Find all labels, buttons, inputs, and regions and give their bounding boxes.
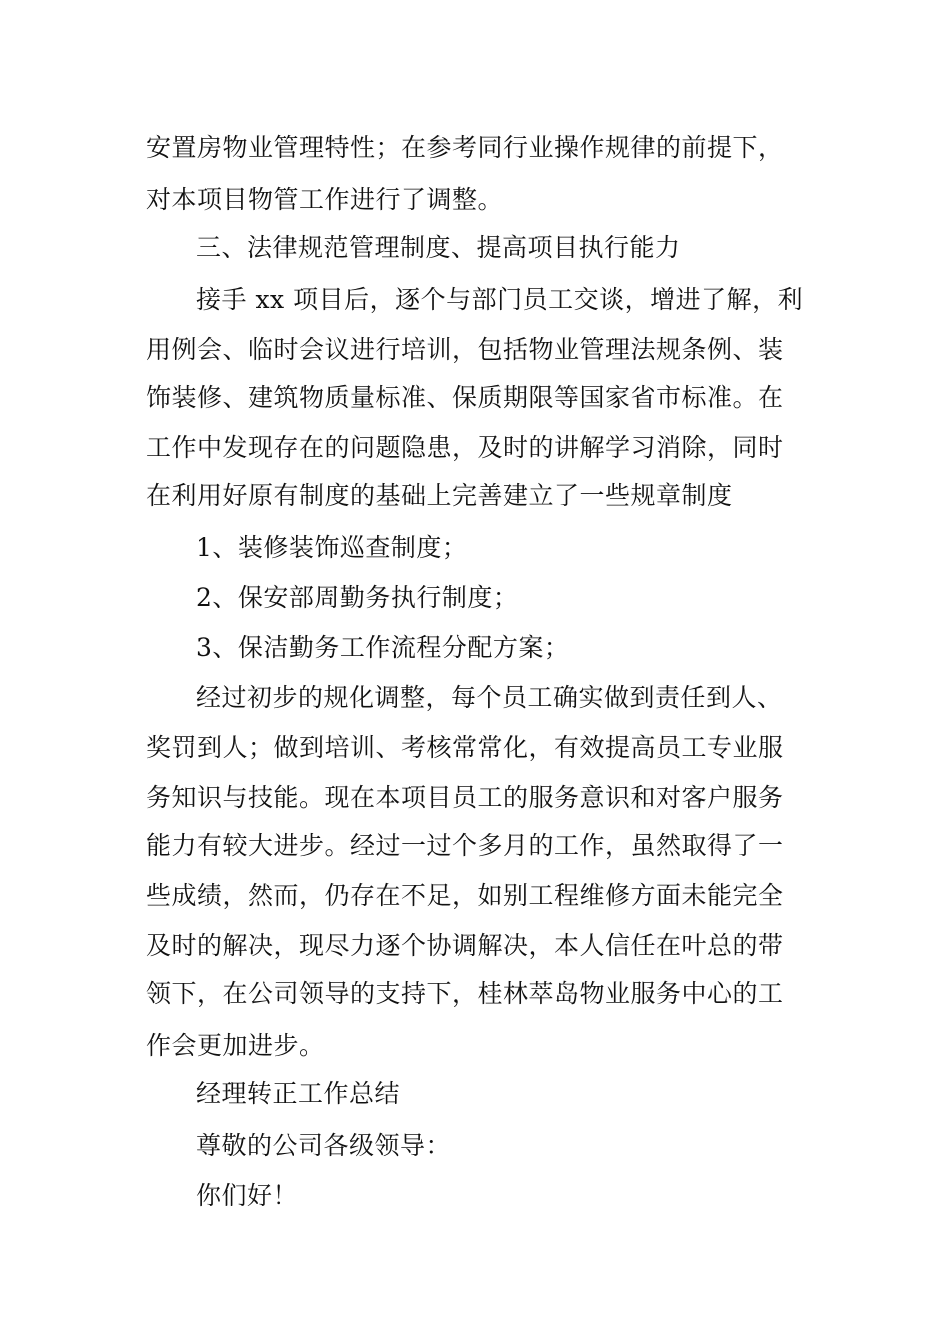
list-item: 1、装修装饰巡查制度； [196, 533, 468, 562]
paragraph-line: 作会更加进步。 [146, 1031, 325, 1060]
section-heading: 三、法律规范管理制度、提高项目执行能力 [196, 233, 681, 262]
paragraph-line: 接手 xx 项目后，逐个与部门员工交谈，增进了解，利 [196, 285, 804, 314]
paragraph-line: 安置房物业管理特性；在参考同行业操作规律的前提下， [146, 133, 784, 162]
list-item: 3、保洁勤务工作流程分配方案； [196, 633, 570, 662]
paragraph-line: 些成绩，然而，仍存在不足，如别工程维修方面未能完全 [146, 881, 784, 910]
paragraph-line: 经过初步的规化调整，每个员工确实做到责任到人、 [196, 683, 783, 712]
paragraph-line: 工作中发现存在的问题隐患，及时的讲解学习消除，同时 [146, 433, 784, 462]
paragraph-line: 饰装修、建筑物质量标准、保质期限等国家省市标准。在 [146, 383, 784, 412]
paragraph-line: 在利用好原有制度的基础上完善建立了一些规章制度 [146, 481, 733, 510]
paragraph-line: 对本项目物管工作进行了调整。 [146, 185, 504, 214]
salutation: 尊敬的公司各级领导： [196, 1131, 452, 1160]
paragraph-line: 奖罚到人；做到培训、考核常常化，有效提高员工专业服 [146, 733, 784, 762]
list-item: 2、保安部周勤务执行制度； [196, 583, 519, 612]
paragraph-line: 及时的解决，现尽力逐个协调解决，本人信任在叶总的带 [146, 931, 784, 960]
paragraph-line: 领下，在公司领导的支持下，桂林萃岛物业服务中心的工 [146, 979, 784, 1008]
document-title: 经理转正工作总结 [196, 1079, 401, 1108]
paragraph-line: 用例会、临时会议进行培训，包括物业管理法规条例、装 [146, 335, 784, 364]
paragraph-line: 能力有较大进步。经过一过个多月的工作，虽然取得了一 [146, 831, 784, 860]
greeting: 你们好！ [196, 1181, 299, 1210]
paragraph-line: 务知识与技能。现在本项目员工的服务意识和对客户服务 [146, 783, 784, 812]
